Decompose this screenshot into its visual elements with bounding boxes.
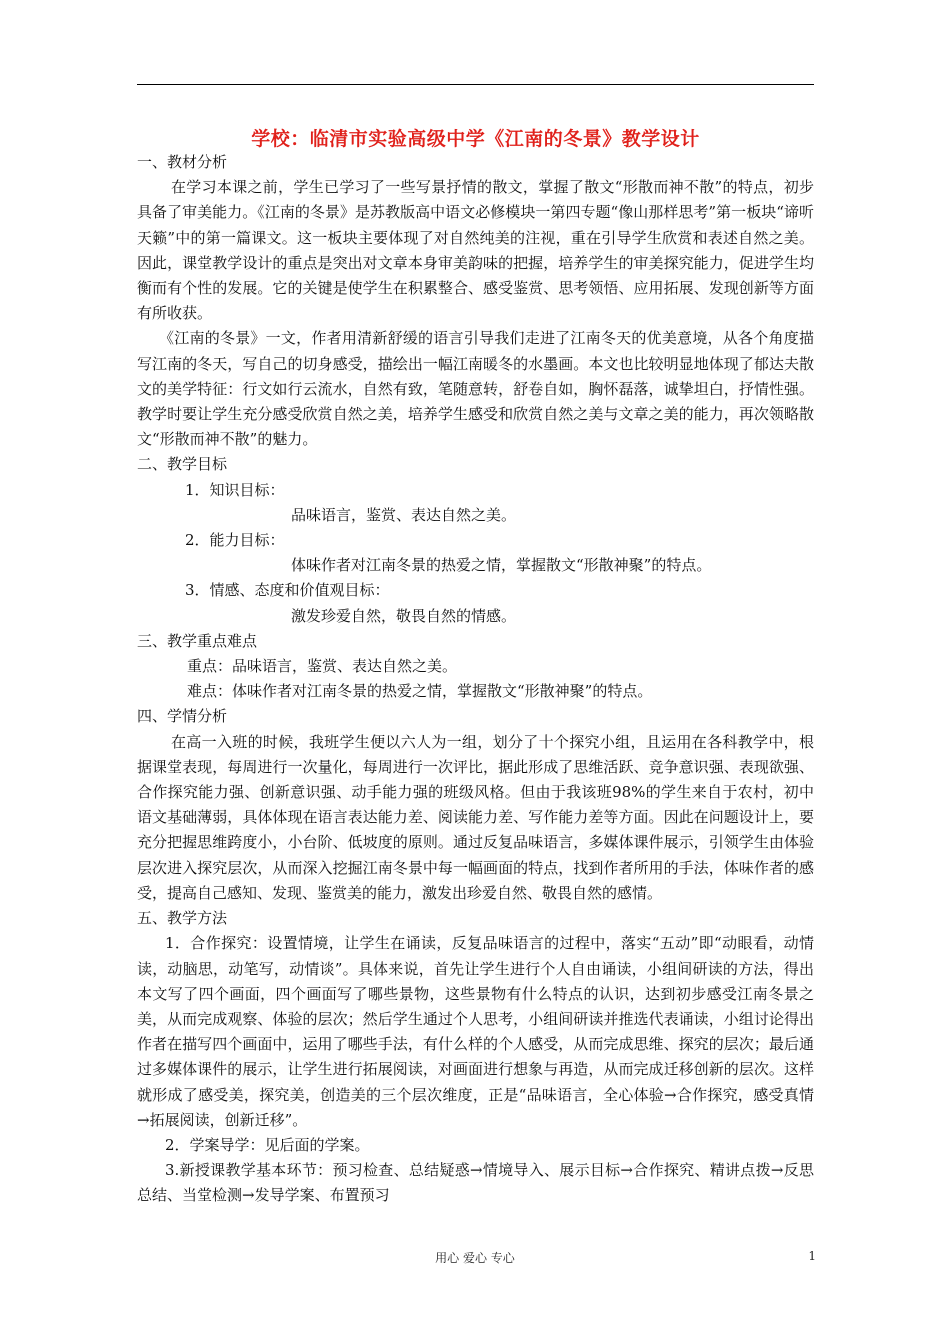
document-body — [137, 150, 814, 1209]
goal-text-emotion: 激发珍爱自然，敬畏自然的情感。 — [291, 606, 517, 625]
footer-motto: 用心 爱心 专心 — [435, 1251, 515, 1265]
paragraph: 《江南的冬景》一文，作者用清新舒缓的语言引导我们走进了江南冬天的优美意境，从各个角度描写江南的冬天，写自己的切身感受，描绘出一幅江南暖冬的水墨画。本文也比较明显地体现了郁达夫散文的美学特征：行文如行云流水，自然有致，笔随意转，舒卷自如，胸怀磊落，诚挚坦白，抒情性强。教学时要让学生充分感受欣赏自然之美，培养学生感受和欣赏自然之美与文章之美的能力，再次领略散文“形散而神不散”的魅力。 — [137, 329, 814, 449]
goal-label-emotion: 3．情感、态度和价值观目标： — [185, 581, 390, 600]
section-heading-2: 二、教学目标 — [137, 455, 228, 474]
key-point: 重点：品味语言，鉴赏、表达自然之美。 — [187, 657, 458, 676]
paragraph: 在高一入班的时候，我班学生便以六人为一组，划分了十个探究小组，且运用在各科教学中，根据课堂表现，每周进行一次量化，每周进行一次评比，据此形成了思维活跃、竞争意识强、表现欲强、合作探究能力强、创新意识强、动手能力强的班级风格。但由于我该班98%的学生来自于农村，初中语文基础薄弱，具体体现在语言表达能力差、阅读能力差、写作能力差等方面。因此在问题设计上，要充分把握思维跨度小，小台阶、低坡度的原则。通过反复品味语言，多媒体课件展示，引领学生由体验层次进入探究层次，从而深入挖掘江南冬景中每一幅画面的特点，找到作者所用的手法，体味作者的感受，提高自己感知、发现、鉴赏美的能力，激发出珍爱自然、敬畏自然的感情。 — [137, 732, 814, 902]
section-heading-3: 三、教学重点难点 — [137, 631, 258, 650]
goal-text-knowledge: 品味语言，鉴赏、表达自然之美。 — [291, 505, 517, 524]
page-number: 1 — [808, 1249, 816, 1263]
paragraph: 2．学案导学：见后面的学案。 — [165, 1135, 370, 1154]
goal-text-ability: 体味作者对江南冬景的热爱之情，掌握散文“形散神聚”的特点。 — [291, 556, 712, 575]
goal-label-ability: 2．能力目标： — [185, 531, 285, 550]
section-heading-1: 一、教材分析 — [137, 153, 228, 171]
paragraph: 1．合作探究：设置情境，让学生在诵读，反复品味语言的过程中，落实“五动”即“动眼看，动情读，动脑思，动笔写，动情谈”。具体来说，首先让学生进行个人自由诵读，小组间研读的方法，得出本文写了四个画面，四个画面写了哪些景物，这些景物有什么特点的认识，达到初步感受江南冬景之美，从而完成观察、体验的层次；然后学生通过个人思考，小组间研读并推选代表诵读，小组讨论得出作者在描写四个画面中，运用了哪些手法，有什么样的个人感受，从而完成思维、探究的层次；最后通过多媒体课件的展示，让学生进行拓展阅读，对画面进行想象与再造，从而完成迁移创新的层次。这样就形成了感受美，探究美，创造美的三个层次维度，正是“品味语言，全心体验→合作探究，感受真情→拓展阅读，创新迁移”。 — [137, 934, 814, 1129]
header-rule — [137, 84, 814, 85]
paragraph: 在学习本课之前，学生已学习了一些写景抒情的散文，掌握了散文“形散而神不散”的特点，初步具备了审美能力。《江南的冬景》是苏教版高中语文必修模块一第四专题“像山那样思考”第一板块“谛听天籁”中的第一篇课文。这一板块主要体现了对自然纯美的注视，重在引导学生欣赏和表述自然之美。因此，课堂教学设计的重点是突出对文章本身审美韵味的把握，培养学生的审美探究能力，促进学生均衡而有个性的发展。它的关键是使学生在积累整合、感受鉴赏、思考领悟、应用拓展、发现创新等方面有所收获。 — [137, 178, 814, 323]
section-heading-5: 五、教学方法 — [137, 909, 228, 928]
goal-label-knowledge: 1．知识目标： — [185, 480, 285, 499]
document-title: 学校：临清市实验高级中学《江南的冬景》教学设计 — [251, 128, 700, 150]
difficult-point: 难点：体味作者对江南冬景的热爱之情，掌握散文“形散神聚”的特点。 — [187, 682, 653, 701]
paragraph: 3.新授课教学基本环节：预习检查、总结疑惑→情境导入、展示目标→合作探究、精讲点拨→反思总结、当堂检测→发导学案、布置预习 — [137, 1161, 814, 1205]
section-heading-4: 四、学情分析 — [137, 707, 228, 726]
